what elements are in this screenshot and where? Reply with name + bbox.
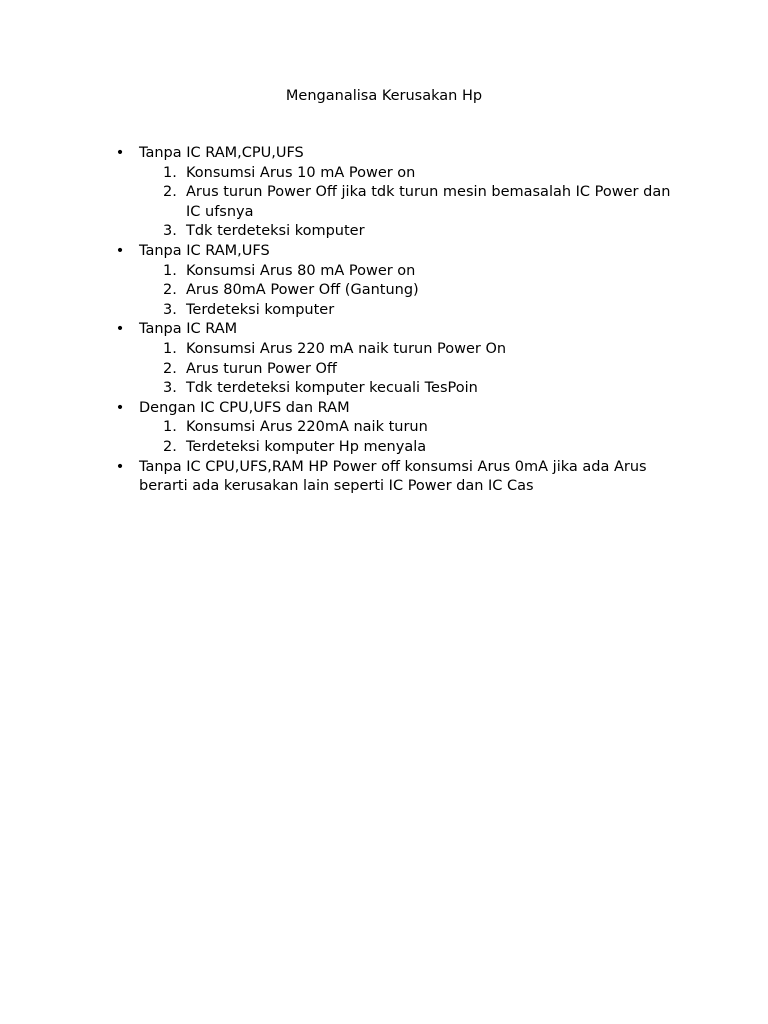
item-number: 1. [163, 419, 177, 436]
bullet-item [115, 399, 684, 458]
item-text: Konsumsi Arus 80 mA Power on [186, 262, 416, 279]
item-text: Terdeteksi komputer Hp menyala [186, 438, 427, 455]
item-number: 3. [163, 301, 177, 318]
bullet-text: Tanpa IC CPU,UFS,RAM HP Power off konsumsi Arus 0mA jika ada Arus berarti ada kerusakan lain seperti IC Power dan IC Cas [139, 458, 647, 495]
item-text: Arus 80mA Power Off (Gantung) [186, 282, 419, 299]
item-number: 1. [163, 340, 177, 357]
item-text: Tdk terdeteksi komputer [186, 223, 365, 240]
numbered-item [163, 418, 684, 438]
bullet-item [115, 144, 684, 242]
item-number: 2. [163, 438, 177, 455]
numbered-item [163, 281, 684, 301]
item-text: Arus turun Power Off jika tdk turun mesin bemasalah IC Power dan IC ufsnya [186, 184, 671, 220]
item-number: 2. [163, 360, 177, 377]
item-number: 3. [163, 380, 177, 397]
numbered-list [139, 418, 684, 457]
numbered-list [139, 164, 684, 242]
item-number: 1. [163, 164, 177, 181]
bullet-text: Dengan IC CPU,UFS dan RAM [139, 399, 350, 416]
numbered-item [163, 222, 684, 242]
bullet-dot-icon: • [115, 399, 125, 416]
numbered-list [139, 262, 684, 321]
numbered-item [163, 301, 684, 321]
bullet-dot-icon: • [115, 242, 125, 259]
numbered-item [163, 379, 684, 399]
numbered-item [163, 183, 684, 222]
numbered-item [163, 164, 684, 184]
bullet-item [115, 242, 684, 320]
bullet-item [115, 320, 684, 398]
numbered-item [163, 438, 684, 458]
item-number: 2. [163, 184, 177, 201]
item-text: Tdk terdeteksi komputer kecuali TesPoin [186, 380, 478, 397]
bullet-text: Tanpa IC RAM,CPU,UFS [139, 145, 304, 161]
numbered-item [163, 360, 684, 380]
bullet-text: Tanpa IC RAM,UFS [139, 242, 270, 259]
bullet-text: Tanpa IC RAM [139, 321, 238, 338]
item-text: Konsumsi Arus 10 mA Power on [186, 164, 416, 181]
document-title: Menganalisa Kerusakan Hp [285, 88, 483, 104]
item-number: 1. [163, 262, 177, 279]
bullet-dot-icon: • [115, 458, 125, 475]
numbered-list [139, 340, 684, 399]
item-text: Arus turun Power Off [186, 360, 337, 377]
numbered-item [163, 340, 684, 360]
bullet-dot-icon: • [115, 145, 125, 161]
numbered-item [163, 262, 684, 282]
item-text: Terdeteksi komputer [186, 301, 335, 318]
item-text: Konsumsi Arus 220mA naik turun [186, 419, 428, 436]
item-text: Konsumsi Arus 220 mA naik turun Power On [186, 340, 507, 357]
item-number: 2. [163, 282, 177, 299]
bullet-item [115, 458, 684, 497]
bullet-list [115, 144, 684, 497]
item-number: 3. [163, 223, 177, 240]
bullet-dot-icon: • [115, 321, 125, 338]
